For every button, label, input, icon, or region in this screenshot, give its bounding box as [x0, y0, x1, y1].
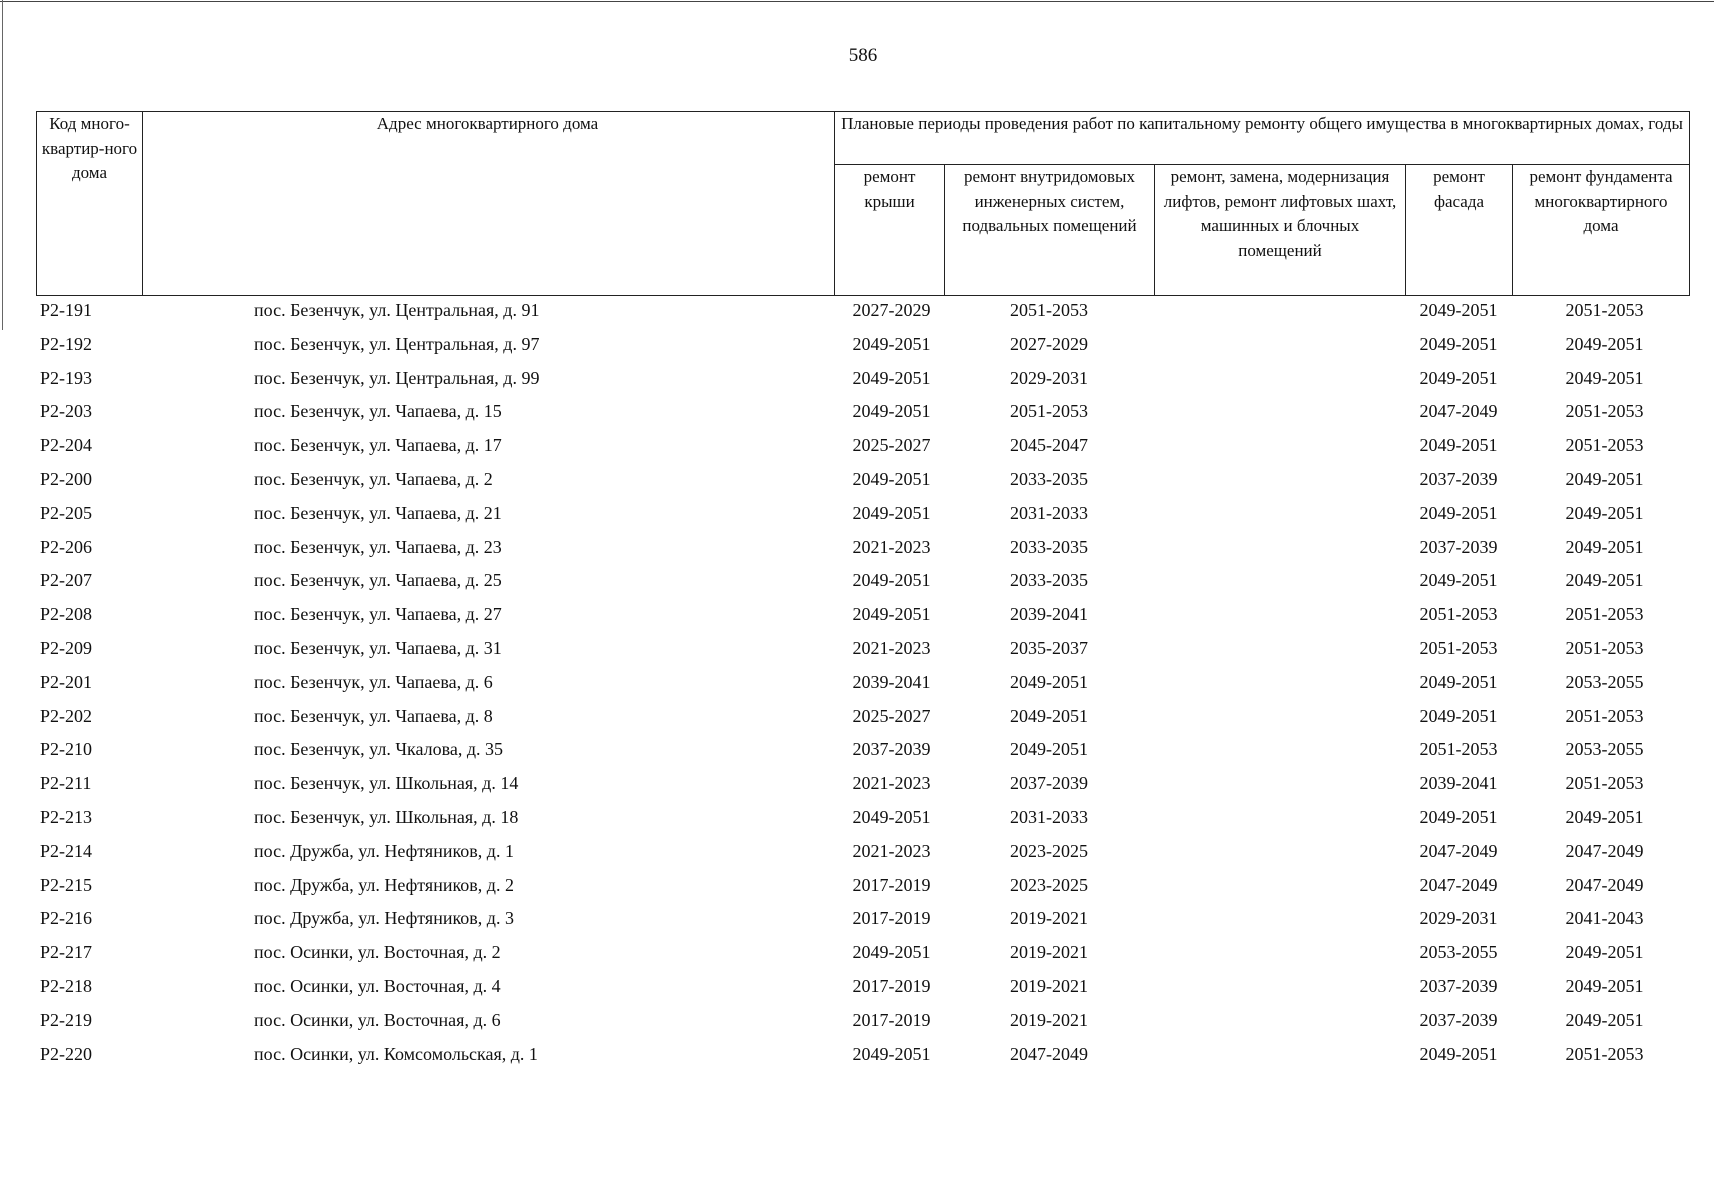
- table-row: [36, 497, 1689, 531]
- cell-engineering: 2033-2035: [1010, 570, 1088, 591]
- cell-foundation: 2049-2051: [1565, 806, 1644, 827]
- cell-facade: 2047-2049: [1419, 401, 1498, 422]
- cell-roof: 2037-2039: [852, 739, 931, 760]
- cell-roof: 2017-2019: [852, 874, 931, 895]
- header-code: Код много-квартир-ного дома: [37, 112, 143, 296]
- header-engineering: ремонт внутридомовых инженерных систем, подвальных помещений: [945, 165, 1155, 296]
- cell-foundation: 2051-2053: [1565, 1043, 1644, 1064]
- cell-address: пос. Безенчук, ул. Центральная, д. 91: [254, 300, 540, 320]
- cell-facade: 2047-2049: [1419, 874, 1498, 895]
- table-row: [36, 362, 1689, 396]
- cell-foundation: 2047-2049: [1565, 840, 1644, 861]
- cell-engineering: 2035-2037: [1010, 637, 1088, 658]
- cell-code: P2-215: [40, 874, 93, 895]
- cell-engineering: 2031-2033: [1010, 806, 1088, 827]
- cell-address: пос. Безенчук, ул. Чапаева, д. 27: [254, 604, 502, 625]
- table-row: [36, 429, 1689, 463]
- cell-roof: 2025-2027: [852, 705, 931, 726]
- cell-lift: [1154, 733, 1405, 767]
- cell-facade: 2051-2053: [1419, 604, 1498, 625]
- cell-code: P2-201: [40, 671, 93, 692]
- cell-lift: [1154, 970, 1405, 1004]
- table-row: [36, 564, 1689, 598]
- cell-engineering: 2047-2049: [1010, 1043, 1088, 1064]
- cell-lift: [1154, 700, 1405, 734]
- cell-code: P2-193: [40, 367, 93, 388]
- header-facade: ремонт фасада: [1406, 165, 1513, 296]
- cell-facade: 2049-2051: [1419, 705, 1498, 726]
- cell-address: пос. Дружба, ул. Нефтяников, д. 1: [254, 840, 514, 861]
- cell-lift: [1154, 902, 1405, 936]
- cell-engineering: 2037-2039: [1010, 773, 1088, 794]
- cell-lift: [1154, 429, 1405, 463]
- cell-roof: 2017-2019: [852, 908, 931, 929]
- cell-lift: [1154, 835, 1405, 869]
- cell-lift: [1154, 497, 1405, 531]
- cell-address: пос. Дружба, ул. Нефтяников, д. 3: [254, 908, 514, 929]
- cell-address: пос. Безенчук, ул. Школьная, д. 14: [254, 773, 519, 794]
- table-row: [36, 328, 1689, 362]
- cell-roof: 2049-2051: [852, 502, 931, 523]
- cell-facade: 2029-2031: [1419, 908, 1498, 929]
- cell-code: P2-191: [40, 300, 93, 320]
- cell-facade: 2049-2051: [1419, 435, 1498, 456]
- cell-facade: 2049-2051: [1419, 502, 1498, 523]
- cell-foundation: 2051-2053: [1565, 300, 1644, 320]
- cell-facade: 2049-2051: [1419, 570, 1498, 591]
- header-foundation: ремонт фундамента многоквартирного дома: [1513, 165, 1690, 296]
- table-row: [36, 294, 1689, 328]
- table-row: [36, 869, 1689, 903]
- cell-roof: 2017-2019: [852, 1009, 931, 1030]
- cell-address: пос. Безенчук, ул. Чапаева, д. 31: [254, 637, 502, 658]
- cell-facade: 2037-2039: [1419, 468, 1498, 489]
- table-row: [36, 733, 1689, 767]
- cell-engineering: 2019-2021: [1010, 1009, 1088, 1030]
- table-row: [36, 463, 1689, 497]
- cell-foundation: 2047-2049: [1565, 874, 1644, 895]
- cell-foundation: 2051-2053: [1565, 773, 1644, 794]
- header-lift: ремонт, замена, модернизация лифтов, ремонт лифтовых шахт, машинных и блочных помещений: [1155, 165, 1406, 296]
- cell-engineering: 2049-2051: [1010, 739, 1088, 760]
- cell-code: P2-216: [40, 908, 93, 929]
- cell-address: пос. Осинки, ул. Комсомольская, д. 1: [254, 1043, 538, 1064]
- cell-lift: [1154, 463, 1405, 497]
- cell-foundation: 2051-2053: [1565, 604, 1644, 625]
- cell-foundation: 2049-2051: [1565, 502, 1644, 523]
- cell-facade: 2049-2051: [1419, 300, 1498, 320]
- cell-lift: [1154, 801, 1405, 835]
- cell-address: пос. Безенчук, ул. Чапаева, д. 6: [254, 671, 493, 692]
- cell-foundation: 2049-2051: [1565, 1009, 1644, 1030]
- header-address: Адрес многоквартирного дома: [143, 112, 835, 296]
- cell-lift: [1154, 869, 1405, 903]
- cell-code: P2-217: [40, 942, 93, 963]
- table-row: [36, 835, 1689, 869]
- cell-address: пос. Осинки, ул. Восточная, д. 4: [254, 975, 501, 996]
- cell-foundation: 2053-2055: [1565, 739, 1644, 760]
- table-row: [36, 1038, 1689, 1072]
- cell-lift: [1154, 531, 1405, 565]
- cell-address: пос. Безенчук, ул. Чапаева, д. 15: [254, 401, 502, 422]
- cell-engineering: 2031-2033: [1010, 502, 1088, 523]
- cell-code: P2-205: [40, 502, 93, 523]
- cell-code: P2-204: [40, 435, 93, 456]
- cell-address: пос. Осинки, ул. Восточная, д. 2: [254, 942, 501, 963]
- cell-lift: [1154, 328, 1405, 362]
- header-periods: Плановые периоды проведения работ по капитальному ремонту общего имущества в многоквартирных домах, годы: [835, 112, 1690, 165]
- cell-address: пос. Безенчук, ул. Чапаева, д. 21: [254, 502, 502, 523]
- cell-code: P2-210: [40, 739, 93, 760]
- cell-address: пос. Безенчук, ул. Чапаева, д. 8: [254, 705, 493, 726]
- cell-facade: 2039-2041: [1419, 773, 1498, 794]
- cell-code: P2-202: [40, 705, 93, 726]
- cell-code: P2-203: [40, 401, 93, 422]
- cell-foundation: 2041-2043: [1565, 908, 1644, 929]
- cell-foundation: 2049-2051: [1565, 570, 1644, 591]
- table-row: [36, 801, 1689, 835]
- cell-engineering: 2051-2053: [1010, 401, 1088, 422]
- cell-roof: 2025-2027: [852, 435, 931, 456]
- cell-engineering: 2049-2051: [1010, 671, 1088, 692]
- cell-lift: [1154, 632, 1405, 666]
- cell-foundation: 2051-2053: [1565, 401, 1644, 422]
- cell-lift: [1154, 1004, 1405, 1038]
- table-row: [36, 395, 1689, 429]
- cell-facade: 2047-2049: [1419, 840, 1498, 861]
- table-row: [36, 970, 1689, 1004]
- cell-engineering: 2045-2047: [1010, 435, 1088, 456]
- cell-foundation: 2049-2051: [1565, 333, 1644, 354]
- table-header: [36, 111, 1690, 296]
- cell-foundation: 2049-2051: [1565, 975, 1644, 996]
- cell-foundation: 2051-2053: [1565, 705, 1644, 726]
- cell-facade: 2053-2055: [1419, 942, 1498, 963]
- cell-code: P2-218: [40, 975, 93, 996]
- table-row: [36, 936, 1689, 970]
- cell-foundation: 2049-2051: [1565, 536, 1644, 557]
- cell-address: пос. Безенчук, ул. Центральная, д. 97: [254, 333, 540, 354]
- cell-facade: 2049-2051: [1419, 1043, 1498, 1064]
- table-row: [36, 767, 1689, 801]
- cell-roof: 2049-2051: [852, 367, 931, 388]
- cell-foundation: 2053-2055: [1565, 671, 1644, 692]
- cell-code: P2-220: [40, 1043, 93, 1064]
- cell-engineering: 2023-2025: [1010, 874, 1088, 895]
- cell-engineering: 2027-2029: [1010, 333, 1088, 354]
- cell-facade: 2049-2051: [1419, 806, 1498, 827]
- cell-lift: [1154, 767, 1405, 801]
- table-row: [36, 666, 1689, 700]
- cell-foundation: 2051-2053: [1565, 435, 1644, 456]
- cell-facade: 2049-2051: [1419, 671, 1498, 692]
- cell-engineering: 2033-2035: [1010, 468, 1088, 489]
- cell-code: P2-211: [40, 773, 92, 794]
- cell-roof: 2039-2041: [852, 671, 931, 692]
- cell-roof: 2049-2051: [852, 604, 931, 625]
- cell-lift: [1154, 666, 1405, 700]
- cell-code: P2-208: [40, 604, 93, 625]
- cell-facade: 2037-2039: [1419, 1009, 1498, 1030]
- cell-code: P2-206: [40, 536, 93, 557]
- cell-engineering: 2049-2051: [1010, 705, 1088, 726]
- cell-lift: [1154, 1038, 1405, 1072]
- cell-lift: [1154, 564, 1405, 598]
- header-roof: ремонт крыши: [835, 165, 945, 296]
- cell-roof: 2049-2051: [852, 468, 931, 489]
- cell-roof: 2049-2051: [852, 1043, 931, 1064]
- cell-engineering: 2051-2053: [1010, 300, 1088, 320]
- cell-code: P2-209: [40, 637, 93, 658]
- cell-engineering: 2039-2041: [1010, 604, 1088, 625]
- cell-code: P2-192: [40, 333, 93, 354]
- cell-address: пос. Безенчук, ул. Чапаева, д. 25: [254, 570, 502, 591]
- cell-address: пос. Безенчук, ул. Школьная, д. 18: [254, 806, 519, 827]
- cell-address: пос. Безенчук, ул. Чапаева, д. 23: [254, 536, 502, 557]
- cell-facade: 2051-2053: [1419, 739, 1498, 760]
- cell-foundation: 2049-2051: [1565, 367, 1644, 388]
- cell-engineering: 2033-2035: [1010, 536, 1088, 557]
- cell-code: P2-219: [40, 1009, 93, 1030]
- page-number: 586: [848, 45, 878, 66]
- cell-roof: 2049-2051: [852, 806, 931, 827]
- cell-address: пос. Безенчук, ул. Чапаева, д. 2: [254, 468, 493, 489]
- cell-foundation: 2049-2051: [1565, 468, 1644, 489]
- cell-code: P2-200: [40, 468, 93, 489]
- cell-engineering: 2023-2025: [1010, 840, 1088, 861]
- cell-code: P2-207: [40, 570, 93, 591]
- table-row: [36, 1004, 1689, 1038]
- cell-lift: [1154, 395, 1405, 429]
- table-row: [36, 902, 1689, 936]
- table-row: [36, 531, 1689, 565]
- cell-code: P2-214: [40, 840, 93, 861]
- cell-facade: 2049-2051: [1419, 367, 1498, 388]
- cell-address: пос. Дружба, ул. Нефтяников, д. 2: [254, 874, 514, 895]
- cell-address: пос. Безенчук, ул. Чкалова, д. 35: [254, 739, 504, 760]
- cell-roof: 2021-2023: [852, 536, 931, 557]
- cell-lift: [1154, 936, 1405, 970]
- table-row: [36, 700, 1689, 734]
- cell-lift: [1154, 294, 1405, 328]
- cell-roof: 2021-2023: [852, 840, 931, 861]
- cell-roof: 2027-2029: [852, 300, 931, 320]
- cell-engineering: 2019-2021: [1010, 942, 1088, 963]
- cell-facade: 2037-2039: [1419, 536, 1498, 557]
- cell-lift: [1154, 362, 1405, 396]
- cell-facade: 2051-2053: [1419, 637, 1498, 658]
- cell-address: пос. Безенчук, ул. Центральная, д. 99: [254, 367, 540, 388]
- cell-roof: 2049-2051: [852, 570, 931, 591]
- cell-lift: [1154, 598, 1405, 632]
- cell-roof: 2049-2051: [852, 401, 931, 422]
- cell-roof: 2049-2051: [852, 942, 931, 963]
- cell-engineering: 2019-2021: [1010, 975, 1088, 996]
- cell-roof: 2017-2019: [852, 975, 931, 996]
- cell-engineering: 2019-2021: [1010, 908, 1088, 929]
- cell-roof: 2049-2051: [852, 333, 931, 354]
- table-row: [36, 632, 1689, 666]
- cell-foundation: 2051-2053: [1565, 637, 1644, 658]
- table-row: [36, 598, 1689, 632]
- cell-foundation: 2049-2051: [1565, 942, 1644, 963]
- table-body: [36, 294, 1689, 1071]
- cell-address: пос. Осинки, ул. Восточная, д. 6: [254, 1009, 501, 1030]
- cell-engineering: 2029-2031: [1010, 367, 1088, 388]
- cell-code: P2-213: [40, 806, 93, 827]
- cell-roof: 2021-2023: [852, 773, 931, 794]
- cell-facade: 2037-2039: [1419, 975, 1498, 996]
- scan-edge-top: [0, 1, 1714, 2]
- cell-facade: 2049-2051: [1419, 333, 1498, 354]
- cell-roof: 2021-2023: [852, 637, 931, 658]
- cell-address: пос. Безенчук, ул. Чапаева, д. 17: [254, 435, 502, 456]
